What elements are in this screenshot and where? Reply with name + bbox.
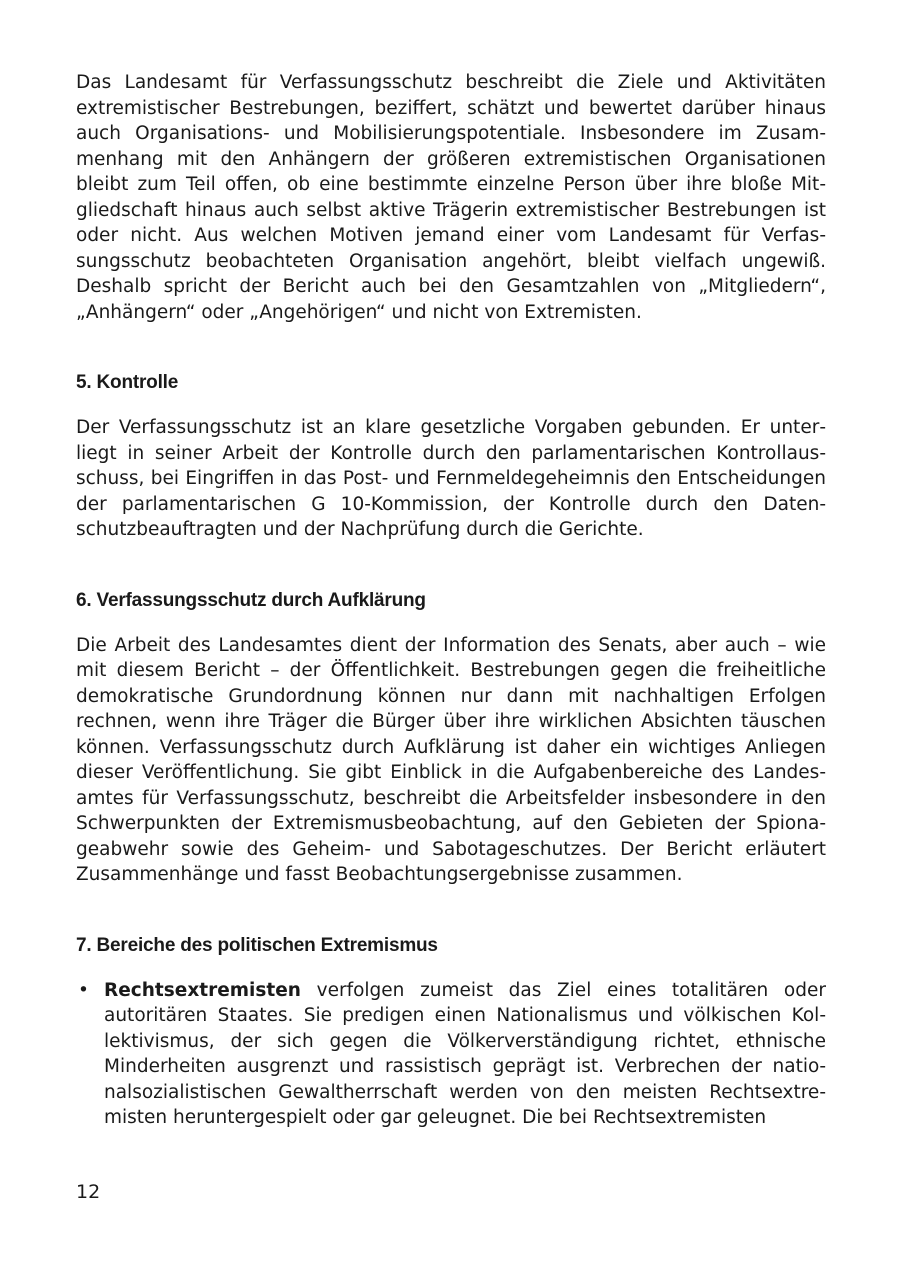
document-page [76,70,826,1131]
extremism-bullet-list [76,978,826,1131]
bullet-term: Rechtsextremisten [104,979,301,1001]
bullet-text: verfolgen zumeist das Ziel eines totalitären oder autoritären Staates. Sie predigen einen Nationalismus und völkischen Kollektivismus, der sich gegen die Völkerverständigung richtet, ethnische Minderheiten ausgrenzt und rassistisch geprägt ist. Verbrechen der nationalsozialistischen Gewaltherrschaft werden von den meisten Rechtsextremisten heruntergespielt oder gar geleugnet. Die bei Rechtsextremisten [104,979,826,1128]
list-item-rechtsextremisten [76,978,826,1131]
section-heading-aufklaerung: 6. Verfassungsschutz durch Aufklärung [76,589,426,611]
bullet-paragraph [104,978,826,1131]
section-heading-kontrolle: 5. Kontrolle [76,372,179,393]
bullet-dot-icon: • [78,979,89,1001]
aufklaerung-paragraph: Die Arbeit des Landesamtes dient der Information des Senats, aber auch – wie mit diesem Bericht – der Öffentlichkeit. Bestrebungen gegen die freiheitliche demokratische Grundordnung können nur dann mit nachhaltigen Erfolgen rechnen, wenn ihre Träger die Bürger über ihre wirklichen Absichten täuschen können. Verfassungsschutz durch Aufklärung ist daher ein wichtiges Anliegen dieser Veröffentlichung. Sie gibt Einblick in die Aufgabenbereiche des Landesamtes für Verfassungsschutz, beschreibt die Arbeitsfelder insbesondere in den Schwerpunkten der Extremismusbeobachtung, auf den Gebieten der Spionageabwehr sowie des Geheim- und Sabotageschutzes. Der Bericht erläutert Zusammenhänge und fasst Beobachtungsergebnisse zusammen. [76,634,826,885]
page-number: 12 [76,1181,101,1203]
section-heading-extremismus: 7. Bereiche des politischen Extremismus [76,934,438,956]
intro-paragraph: Das Landesamt für Verfassungsschutz beschreibt die Ziele und Aktivitäten extremistischer Bestrebungen, beziffert, schätzt und bewertet darüber hinaus auch Organisations- und Mobilisierungspotentiale. Insbesondere im Zusammenhang mit den Anhängern der größeren extremistischen Organisationen bleibt zum Teil offen, ob eine bestimmte einzelne Person über ihre bloße Mitgliedschaft hinaus auch selbst aktive Trägerin extremistischer Bestrebungen ist oder nicht. Aus welchen Motiven jemand einer vom Landesamt für Verfassungsschutz beobachteten Organisation angehört, bleibt vielfach ungewiß. Deshalb spricht der Bericht auch bei den Gesamtzahlen von „Mitgliedern“, „Anhängern“ oder „Angehörigen“ und nicht von Extremisten. [76,72,826,323]
kontrolle-paragraph: Der Verfassungsschutz ist an klare gesetzliche Vorgaben gebunden. Er unterliegt in seiner Arbeit der Kontrolle durch den parlamentarischen Kontrollausschuss, bei Eingriffen in das Post- und Fernmeldegeheimnis den Entscheidungen der parlamentarischen G 10-Kommission, der Kontrolle durch den Datenschutzbeauftragten und der Nachprüfung durch die Gerichte. [76,417,826,540]
